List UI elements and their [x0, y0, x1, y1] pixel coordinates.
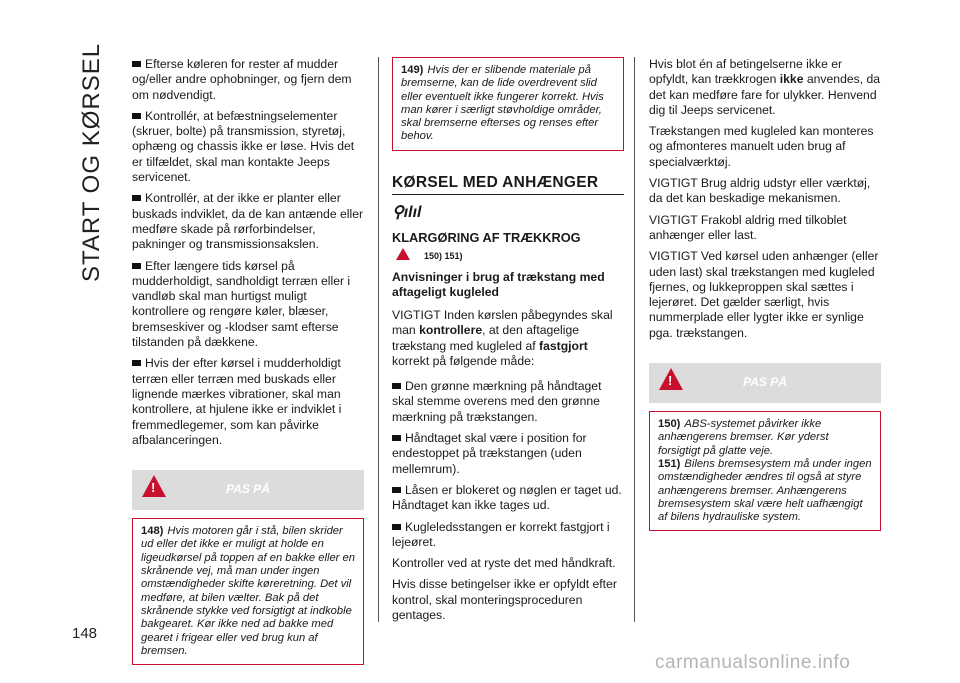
- section-heading: KØRSEL MED ANHÆNGER: [392, 175, 624, 195]
- column-3: [649, 57, 881, 531]
- list-item: Håndtaget skal være i position for endestoppet på trækstangen (uden mellemrum).: [392, 431, 587, 476]
- warning-number: 149): [401, 64, 424, 76]
- warning-box: [392, 57, 624, 151]
- paragraph: VIGTIGT Frakobl aldrig med tilkoblet anhænger eller last.: [649, 212, 847, 242]
- list-item: Kontrollér, at der ikke er planter eller buskads indviklet, da de kan antænde eller medføre skade på rørforbindelser, pakninger og transmissionsakslen.: [132, 191, 364, 252]
- watermark: carmanualsonline.info: [655, 652, 851, 673]
- warning-box: [132, 518, 364, 665]
- warning-text: Hvis motoren går i stå, bilen skrider ud eller det ikke er muligt at holde en ligeudkørsel på toppen af en bakke eller en skrånende vej, må man under ingen omstændigheder skifte køreretning. Det vil medføre, at bilen vælter. Bak på det skrånende stykke ved forsigtigt at indkoble bakgearet. Kør ikke ned ad bakke med gearet i frigear eller ved brug kun af bremsen.: [141, 525, 355, 657]
- list-item: Kugleledsstangen er korrekt fastgjort i lejeøret.: [392, 519, 610, 549]
- trailer-hitch-icon: ⚲ılıl: [392, 204, 422, 222]
- list-item: Den grønne mærkning på håndtaget skal stemme overens med den grønne mærkning på trækstangen.: [392, 379, 602, 424]
- warning-label: PAS PÅ: [743, 375, 787, 390]
- bullet-square-icon: [132, 195, 141, 201]
- warning-item: 151) Bilens bremsesystem må under ingen omstændigheder ændres til også at styre anhængerens bremser. Anhængerens bremsesystem skal være helt uafhængigt af bilens hydrauliske system.: [658, 457, 872, 524]
- warning-triangle-icon: [396, 248, 410, 260]
- paragraph: Trækstangen med kugleled kan monteres og afmonteres manuelt uden brug af specialværktøj.: [649, 124, 874, 169]
- column-1: [132, 57, 364, 665]
- column-divider: [378, 57, 379, 622]
- bullet-square-icon: [392, 524, 401, 530]
- bullet-square-icon: [132, 263, 141, 269]
- list-item: Efterse køleren for rester af mudder og/eller andre ophobninger, og fjern dem om nødvendigt.: [132, 57, 352, 102]
- bullet-square-icon: [132, 360, 141, 366]
- bullet-square-icon: [392, 383, 401, 389]
- paragraph: Hvis blot én af betingelserne ikke er opfyldt, kan trækkrogen ikke anvendes, da det kan medføre fare for ulykker. Henvend dig til Jeeps servicenet.: [649, 57, 881, 117]
- warning-text: Hvis der er slibende materiale på bremserne, kan de lide overdrevent slid eller eventuelt ikke fungerer korrekt. Hvis man kører i særligt støvholdige områder, skal bremserne efterses og renses efter behov.: [401, 64, 604, 143]
- warning-header: ! PAS PÅ: [132, 470, 364, 510]
- warning-refs: 150) 151): [396, 248, 624, 264]
- bullet-square-icon: [392, 435, 401, 441]
- column-divider: [634, 57, 635, 622]
- paragraph: Hvis disse betingelser ikke er opfyldt efter kontrol, skal monteringsproceduren gentages.: [392, 577, 617, 623]
- paragraph: Kontroller ved at ryste det med håndkraft.: [392, 556, 616, 571]
- bullet-square-icon: [132, 61, 141, 67]
- list-item: Låsen er blokeret og nøglen er taget ud. Håndtaget kan ikke tages ud.: [392, 482, 622, 513]
- list-item: Efter længere tids kørsel på mudderholdigt, sandholdigt terræn eller i vandløb skal man hurtigst muligt kontrollere og rengøre køler, blæser, bremseskiver og -klodser samt efterse tilstanden på dækkene.: [132, 258, 351, 350]
- list-item: Kontrollér, at befæstningselementer (skruer, bolte) på transmission, styretøj, ophæng og chassis ikke er løse. Hvis det er tilfældet, skal man kontakte Jeeps servicenet.: [132, 108, 355, 185]
- instruction-heading: Anvisninger i brug af trækstang med aftageligt kugleled: [392, 269, 605, 299]
- paragraph: VIGTIGT Ved kørsel uden anhænger (eller uden last) skal trækstangen med kugleled fjernes, og lukkeproppen skal sættes i lejerøret. Det gælder særligt, hvis nummerplade eller lygter ikke er synlige pga. trækstangen.: [649, 249, 879, 340]
- warning-label: PAS PÅ: [226, 482, 270, 497]
- bullet-square-icon: [392, 487, 401, 493]
- warning-box: [649, 411, 881, 531]
- section-side-title: [78, 42, 110, 282]
- bullet-square-icon: [132, 113, 141, 119]
- warning-item: 150) ABS-systemet påvirker ikke anhængerens bremser. Kør yderst forsigtigt på glatte veje.: [658, 418, 829, 457]
- list-item: Hvis der efter kørsel i mudderholdigt terræn eller terræn med buskads eller lignende mærkes vibrationer, skal man kontrollere, at hjulene ikke er indviklet i fremmedlegemer, som kan påvirke afbalanceringen.: [132, 356, 342, 447]
- page-number: 148: [72, 625, 98, 642]
- warning-header: ! PAS PÅ: [649, 363, 881, 403]
- subsection-heading: KLARGØRING AF TRÆKKROG: [392, 230, 581, 246]
- column-2: [392, 57, 624, 629]
- side-title-text: START OG KØRSEL: [78, 42, 105, 282]
- paragraph: VIGTIGT Inden kørslen påbegyndes skal man kontrollere, at den aftagelige trækstang med kugleled af fastgjort korrekt på følgende måde:: [392, 307, 613, 368]
- paragraph: VIGTIGT Brug aldrig udstyr eller værktøj, da det kan beskadige mekanismen.: [649, 176, 871, 206]
- warning-number: 148): [141, 525, 164, 538]
